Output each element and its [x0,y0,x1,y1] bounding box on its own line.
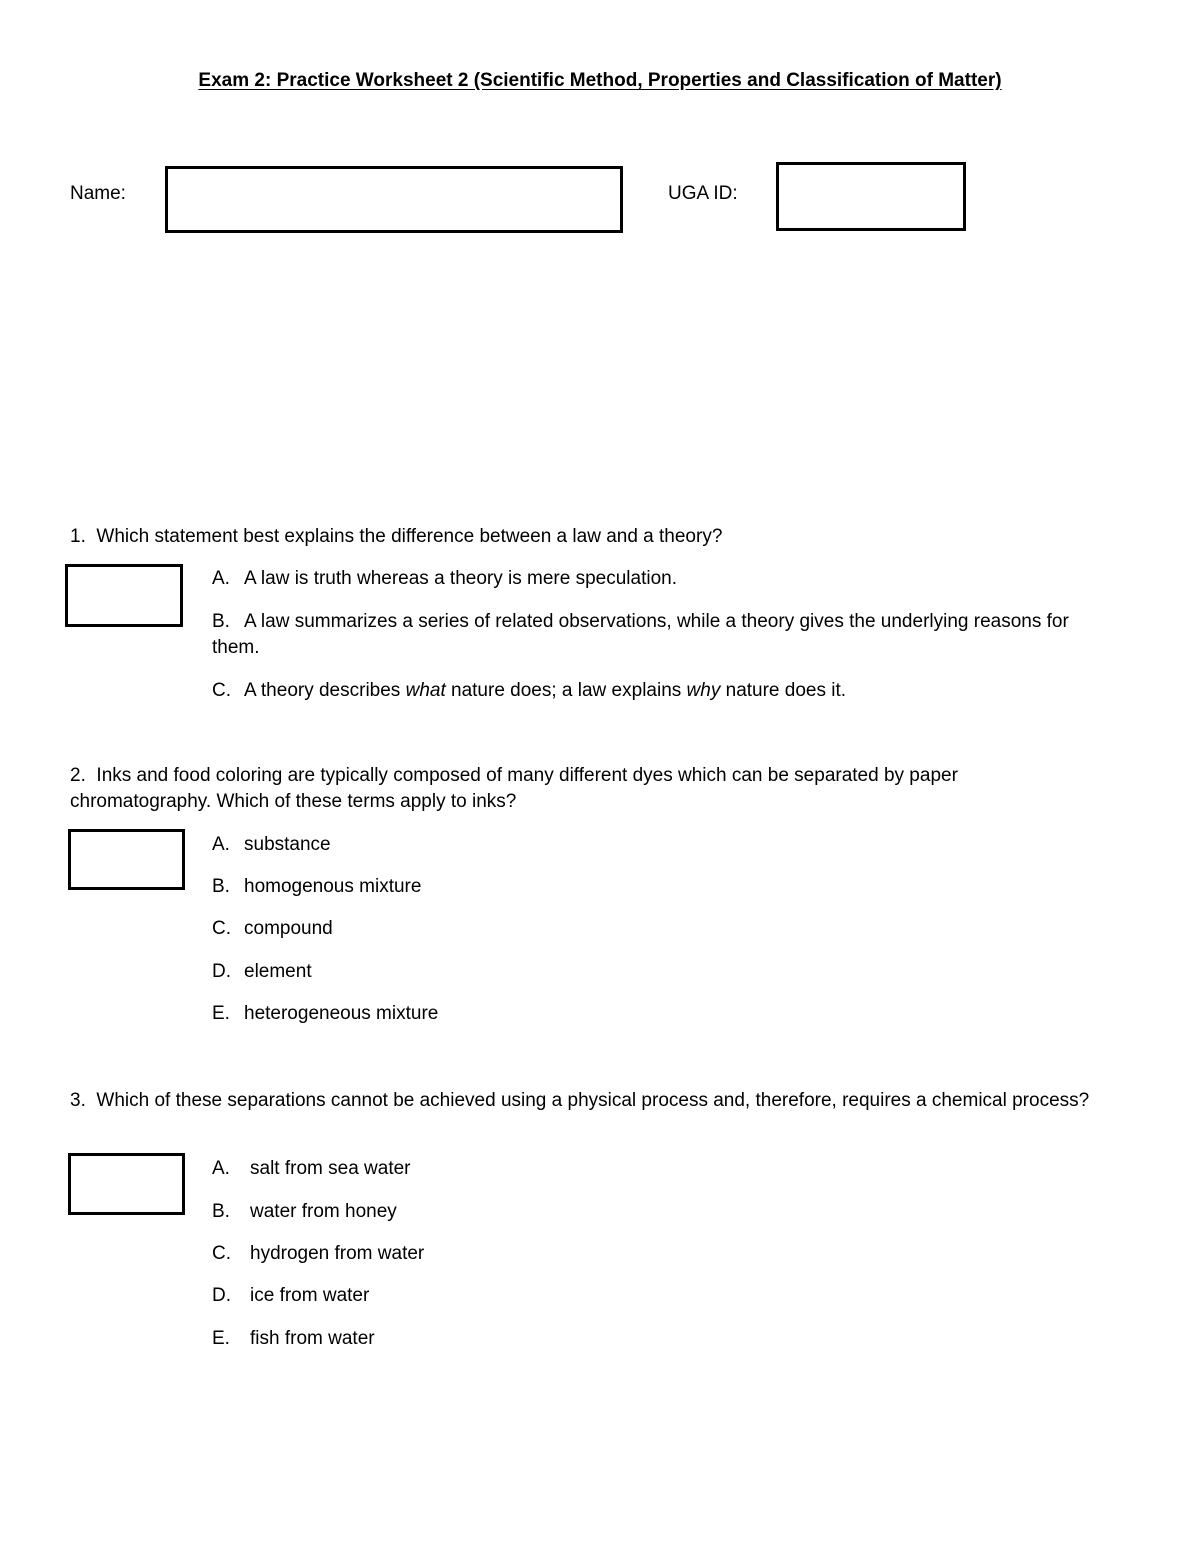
option-text: water from honey [250,1201,397,1222]
q3-option-b [212,1199,1092,1225]
option-text-part: nature does; a law explains [445,680,687,701]
q3-option-e [212,1326,1092,1352]
q3-option-a [212,1156,1092,1182]
option-letter: B. [212,611,230,632]
option-letter: E. [212,1328,230,1349]
option-text: salt from sea water [250,1158,411,1179]
option-letter: D. [212,1285,231,1306]
option-letter: B. [212,876,230,897]
q2-option-a [212,832,1092,858]
option-text: homogenous mixture [244,876,422,897]
option-letter: A. [212,1158,230,1179]
option-text: heterogeneous mixture [244,1003,439,1024]
option-text: A law summarizes a series of related observations, while a theory gives the underlying reasons for them. [212,611,1069,658]
question-3 [70,1088,1100,1114]
option-text: substance [244,834,331,855]
option-text: element [244,961,312,982]
question-number: 3. [70,1090,86,1111]
worksheet-title: Exam 2: Practice Worksheet 2 (Scientific Method, Properties and Classification of Matter) [198,70,1002,91]
option-text: A law is truth whereas a theory is mere speculation. [244,568,677,589]
q3-option-c [212,1241,1092,1267]
option-text-part: A theory describes [244,680,406,701]
option-letter: C. [212,1243,231,1264]
option-text-emphasis: why [686,680,721,701]
q3-option-d [212,1283,1092,1309]
option-text-part: nature does it. [720,680,847,701]
q2-option-b [212,874,1092,900]
answer-box-1[interactable] [65,564,183,627]
option-text-emphasis: what [405,680,446,701]
q2-option-c [212,916,1092,942]
option-letter: C. [212,918,231,939]
option-letter: E. [212,1003,230,1024]
q2-option-d [212,959,1092,985]
question-text: Inks and food coloring are typically composed of many different dyes which can be separated by paper chromatography. Which of these terms apply to inks? [70,765,958,812]
q1-option-b [212,609,1092,661]
option-text: fish from water [250,1328,375,1349]
q1-option-a [212,566,1092,592]
name-input-box[interactable] [165,166,623,233]
option-text: hydrogen from water [250,1243,425,1264]
option-text: ice from water [250,1285,370,1306]
name-label: Name: [70,183,126,204]
question-number: 2. [70,765,86,786]
question-2 [70,763,1100,815]
option-letter: D. [212,961,231,982]
answer-box-3[interactable] [68,1153,185,1215]
uga-id-label: UGA ID: [668,183,738,204]
uga-id-input-box[interactable] [776,162,966,231]
option-letter: A. [212,834,230,855]
option-text: compound [244,918,333,939]
q1-option-c [212,678,1092,704]
option-letter: C. [212,680,231,701]
answer-box-2[interactable] [68,829,185,890]
question-number: 1. [70,526,86,547]
question-text: Which statement best explains the difference between a law and a theory? [96,526,723,547]
option-letter: A. [212,568,230,589]
option-letter: B. [212,1201,230,1222]
question-text: Which of these separations cannot be achieved using a physical process and, therefore, requires a chemical process? [96,1090,1090,1111]
question-1 [70,524,1100,550]
q2-option-e [212,1001,1092,1027]
